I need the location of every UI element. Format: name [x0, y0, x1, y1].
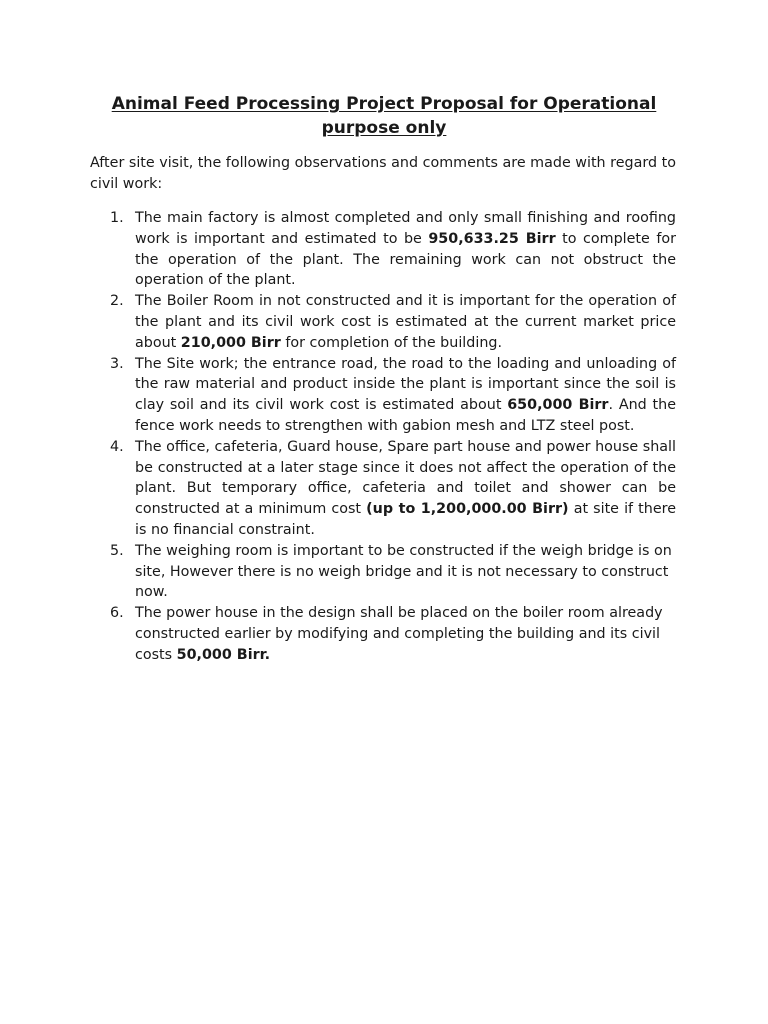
list-item-text	[135, 541, 676, 603]
list-item-number: 4.	[110, 438, 124, 455]
item-cost-amount: 950,633.25 Birr	[428, 230, 556, 247]
item-text-part: The power house in the design shall be placed on the boiler room already constructed earlier by modifying and completing the building and its civil costs	[135, 605, 663, 663]
list-item-number: 3.	[110, 355, 124, 372]
list-item-number: 1.	[110, 210, 124, 226]
list-item-text	[135, 603, 676, 665]
list-item	[110, 437, 676, 541]
item-cost-amount: 210,000 Birr	[180, 334, 281, 351]
list-item-text	[135, 354, 676, 437]
item-text-part: at site if there is no financial constraint.	[135, 501, 677, 538]
item-text-part: The office, cafeteria, Guard house, Spare part house and power house shall be constructed at a later stage since it does not affect the operation of the plant. But temporary office, cafeteria and toilet and shower can be constructed at a minimum cost	[135, 438, 676, 518]
list-item	[110, 208, 676, 291]
item-text-part: for completion of the building.	[280, 334, 502, 351]
item-text-part: The main factory is almost completed and only small finishing and roofing work is important and estimated to be	[135, 210, 676, 247]
list-item	[110, 603, 676, 665]
list-item	[110, 541, 676, 603]
item-text-part: The weighing room is important to be constructed if the weigh bridge is on site, However there is no weigh bridge and it is not necessary to construct now.	[135, 542, 672, 601]
list-item	[110, 354, 676, 437]
list-item-text	[135, 437, 676, 541]
item-cost-amount: 650,000 Birr	[507, 397, 609, 414]
list-item-text	[135, 291, 676, 353]
list-item-text	[135, 208, 676, 291]
item-cost-amount: 50,000 Birr.	[176, 646, 271, 663]
item-text-part: The Site work; the entrance road, the road to the loading and unloading of the raw material and product inside the plant is important since the soil is clay soil and its civil work cost is estimated about	[135, 355, 676, 414]
item-text-part: The Boiler Room in not constructed and it is important for the operation of the plant and its civil work cost is estimated at the current market price about	[135, 293, 676, 351]
item-cost-amount: (up to 1,200,000.00 Birr)	[366, 501, 569, 518]
list-item-number: 5.	[110, 542, 124, 559]
list-item-number: 6.	[110, 605, 124, 622]
item-text-part: to complete for the operation of the plant. The remaining work can not obstruct the operation of the plant.	[135, 230, 676, 289]
intro-paragraph: After site visit, the following observations and comments are made with regard to civil work:	[90, 155, 676, 192]
document-title: Animal Feed Processing Project Proposal for Operational purpose only	[111, 94, 657, 138]
list-item	[110, 291, 676, 353]
observations-list	[110, 208, 676, 666]
item-text-part: . And the fence work needs to strengthen with gabion mesh and LTZ steel post.	[135, 397, 676, 434]
list-item-number: 2.	[110, 293, 124, 310]
